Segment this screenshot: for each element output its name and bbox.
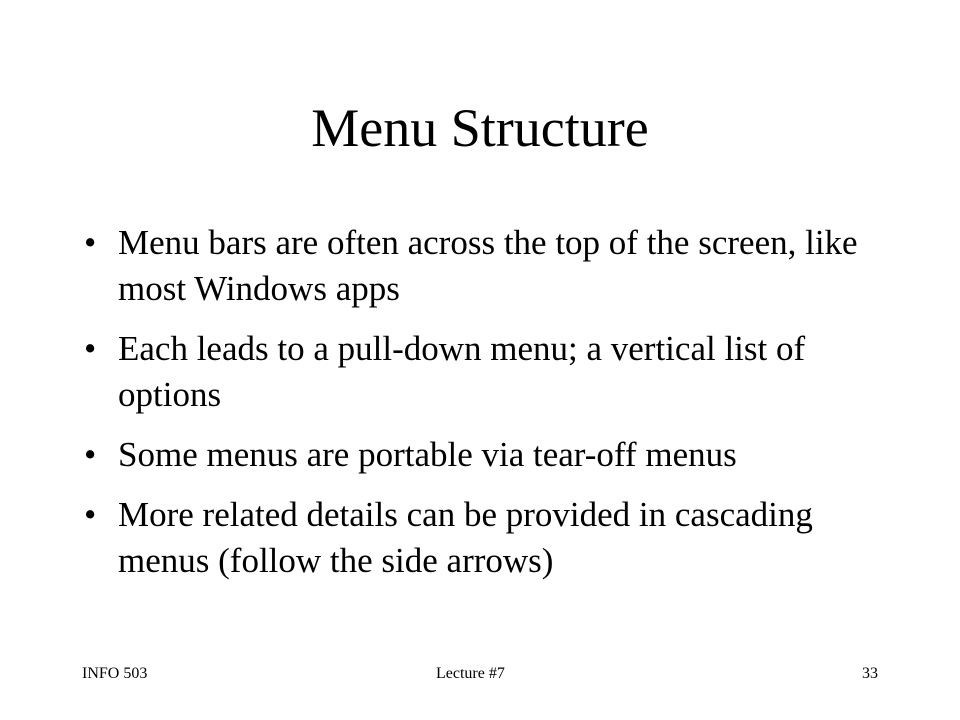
bullet-text: More related details can be provided in cascading menus (follow the side arrows) [118,495,813,580]
bullet-list [84,220,904,598]
bullet-item [84,432,904,478]
bullet-item [84,220,904,312]
bullet-text: Some menus are portable via tear-off menus [118,435,737,474]
bullet-text: Each leads to a pull-down menu; a vertical list of options [118,329,806,414]
footer-page-number: 33 [862,665,878,682]
bullet-item [84,492,904,584]
bullet-marker: • [84,329,97,368]
footer-lecture: Lecture #7 [436,665,505,682]
bullet-marker: • [84,495,97,534]
slide-title: Menu Structure [311,98,649,158]
bullet-item [84,326,904,418]
footer-course: INFO 503 [82,665,148,682]
bullet-marker: • [84,435,97,474]
bullet-text: Menu bars are often across the top of the screen, like most Windows apps [118,223,858,308]
bullet-marker: • [84,223,97,262]
